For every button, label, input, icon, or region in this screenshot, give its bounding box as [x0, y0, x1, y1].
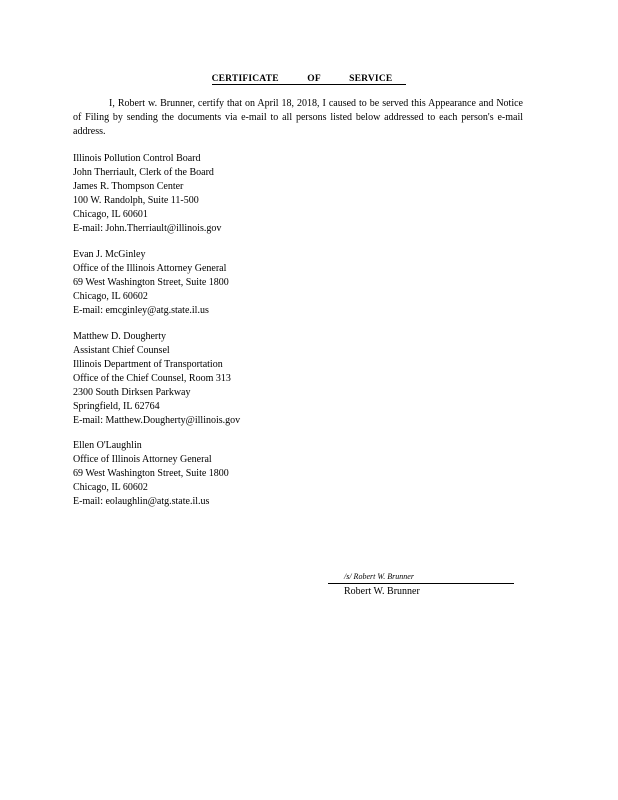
recipient-email: E-mail: Matthew.Dougherty@illinois.gov: [73, 415, 241, 426]
recipient-line: Chicago, IL 60602: [73, 291, 148, 302]
recipient-line: Chicago, IL 60602: [73, 482, 148, 493]
recipient-line: 69 West Washington Street, Suite 1800: [73, 277, 229, 288]
recipient-line: Office of the Chief Counsel, Room 313: [73, 373, 231, 384]
recipient-line: Evan J. McGinley: [73, 249, 146, 260]
recipient-line: Illinois Pollution Control Board: [73, 153, 201, 164]
recipient-block: [73, 330, 240, 428]
recipient-block: [73, 248, 229, 318]
recipient-line: Chicago, IL 60601: [73, 209, 148, 220]
recipient-line: 2300 South Dirksen Parkway: [73, 387, 191, 398]
document-title: [0, 74, 618, 84]
recipient-line: Assistant Chief Counsel: [73, 345, 170, 356]
recipient-email: E-mail: eolaughlin@atg.state.il.us: [73, 496, 210, 507]
recipient-line: John Therriault, Clerk of the Board: [73, 167, 214, 178]
title-text: CERTIFICATE OF SERVICE: [212, 74, 407, 85]
recipient-line: Office of the Illinois Attorney General: [73, 263, 227, 274]
recipient-line: Springfield, IL 62764: [73, 401, 160, 412]
recipient-line: Matthew D. Dougherty: [73, 331, 167, 342]
recipient-line: Office of Illinois Attorney General: [73, 454, 212, 465]
recipient-email: E-mail: emcginley@atg.state.il.us: [73, 305, 209, 316]
recipient-line: 100 W. Randolph, Suite 11-500: [73, 195, 199, 206]
recipient-line: 69 West Washington Street, Suite 1800: [73, 468, 229, 479]
certification-paragraph: I, Robert w. Brunner, certify that on April 18, 2018, I caused to be served this Appearance and Notice of Filing by sending the documents via e-mail to all persons listed below addressed to each person's e-mail address.: [73, 98, 523, 137]
recipient-block: [73, 152, 221, 236]
recipient-line: Ellen O'Laughlin: [73, 440, 142, 451]
recipient-email: E-mail: John.Therriault@illinois.gov: [73, 223, 222, 234]
recipient-line: Illinois Department of Transportation: [73, 359, 223, 370]
signature-line: /s/ Robert W. Brunner: [328, 571, 514, 584]
recipient-line: James R. Thompson Center: [73, 181, 184, 192]
signer-name: Robert W. Brunner: [344, 586, 420, 597]
recipient-block: [73, 439, 229, 509]
